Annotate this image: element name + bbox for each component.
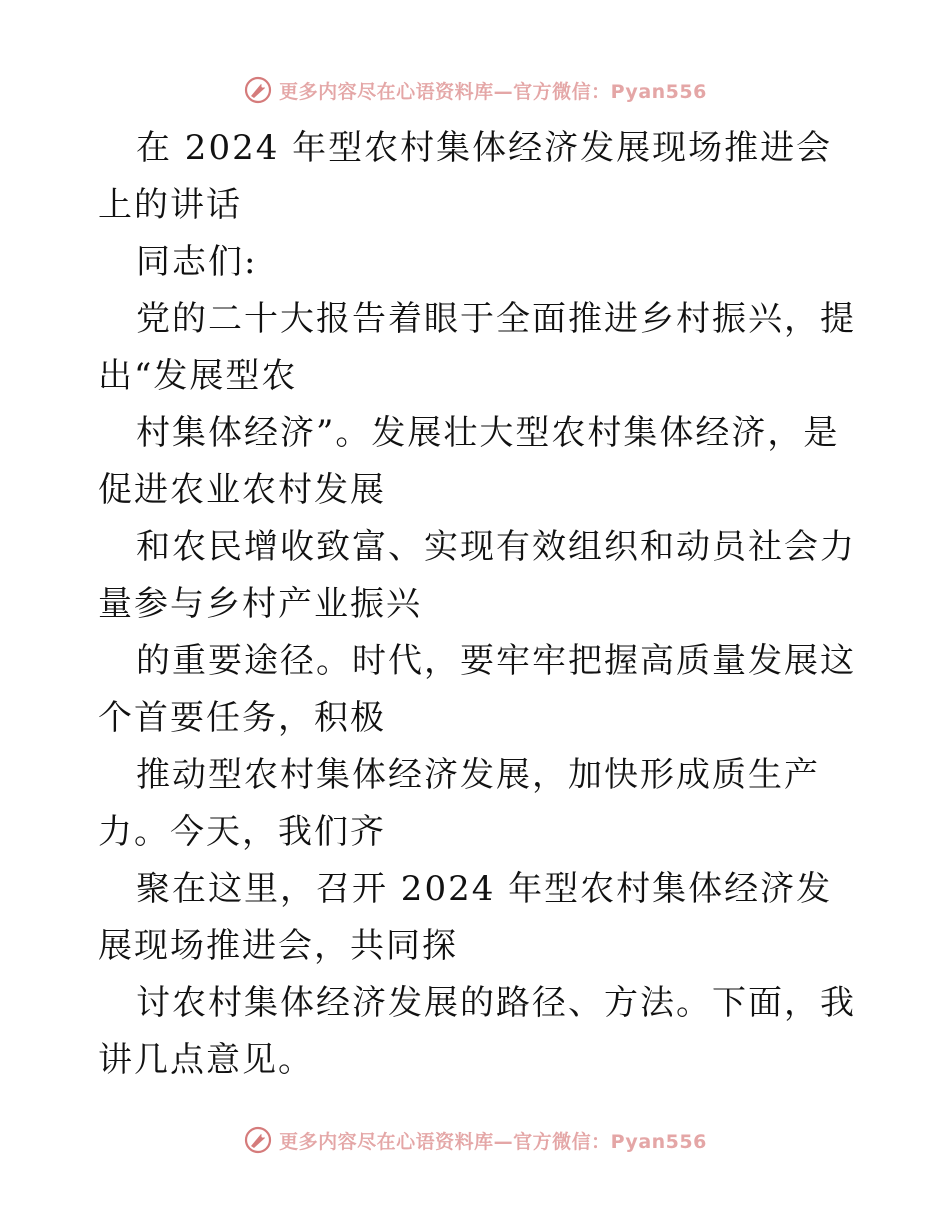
body-paragraph: 讨农村集体经济发展的路径、方法。下面，我讲几点意见。	[98, 983, 856, 1080]
watermark-group	[243, 75, 707, 105]
watermark-group	[243, 1125, 707, 1155]
document-body	[98, 120, 858, 1089]
pen-nib-logo-icon	[243, 1125, 273, 1155]
body-paragraph: 村集体经济”。发展壮大型农村集体经济，是促进农业农村发展	[98, 413, 840, 510]
watermark-text: 更多内容尽在心语资料库—官方微信：Pyan556	[279, 80, 707, 103]
body-paragraph: 聚在这里，召开 2024 年型农村集体经济发展现场推进会，共同探	[98, 869, 833, 966]
header-watermark	[0, 70, 950, 110]
footer-watermark	[0, 1120, 950, 1160]
body-paragraph: 的重要途径。时代，要牢牢把握高质量发展这个首要任务，积极	[98, 641, 856, 738]
watermark-text: 更多内容尽在心语资料库—官方微信：Pyan556	[279, 1130, 707, 1153]
document-title: 在 2024 年型农村集体经济发展现场推进会上的讲话	[98, 128, 833, 225]
salutation: 同志们:	[136, 242, 258, 282]
body-paragraph: 和农民增收致富、实现有效组织和动员社会力量参与乡村产业振兴	[98, 527, 856, 624]
body-paragraph: 推动型农村集体经济发展，加快形成质生产力。今天，我们齐	[98, 755, 820, 852]
body-paragraph: 党的二十大报告着眼于全面推进乡村振兴，提出“发展型农	[98, 299, 856, 396]
pen-nib-logo-icon	[243, 75, 273, 105]
